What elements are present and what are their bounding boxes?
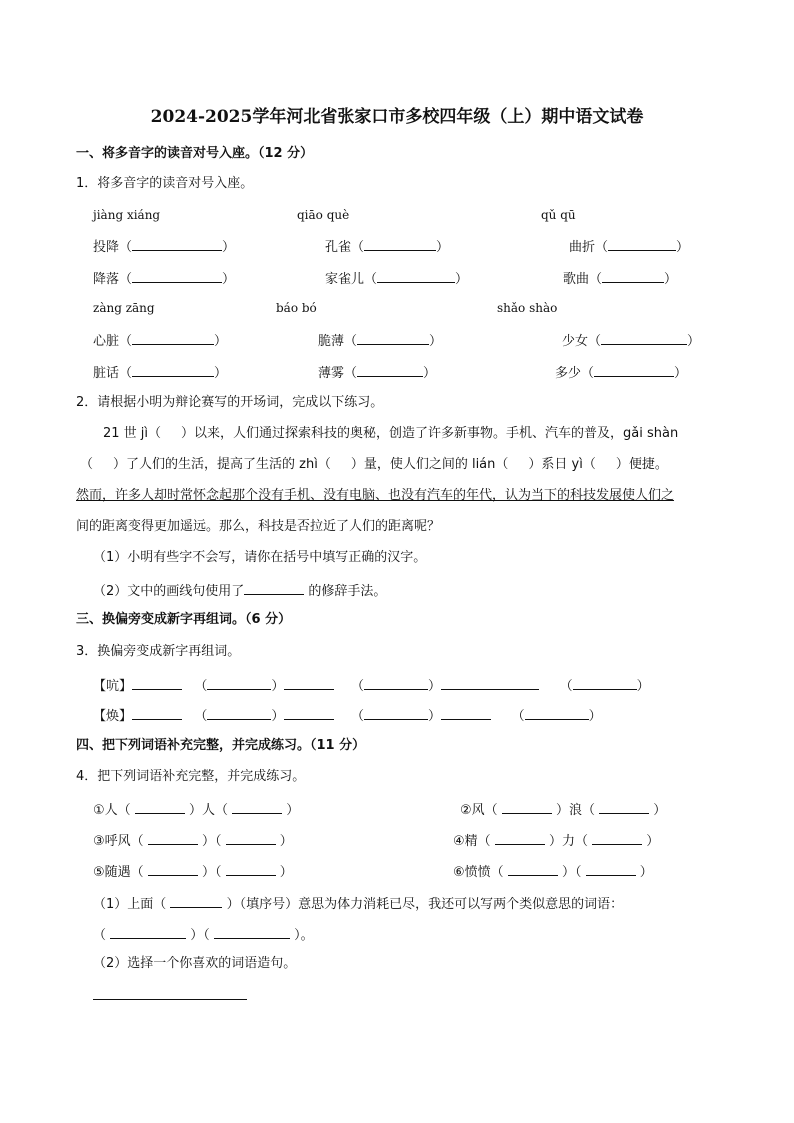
section-heading-3: 三、换偏旁变成新字再组词。（6 分） [76, 612, 292, 627]
question-1-prompt: 1．将多音字的读音对号入座。 [76, 176, 254, 191]
pinyin-label: qiāo què [297, 208, 350, 222]
idiom-item: ④精（ ）力（ ） [453, 830, 659, 851]
word-item: 心脏（ ） [93, 330, 227, 351]
pinyin-label: báo bó [276, 301, 317, 315]
passage-line: （ ）了人们的生活，提高了生活的 zhì（ ）量，使人们之间的 lián（ ）系日 yì（ ）便捷。 [80, 457, 668, 472]
section-heading-1: 一、将多音字的读音对号入座。（12 分） [76, 146, 314, 161]
sub-question: （1）上面（ ）（填序号）意思为体力消耗已尽，我还可以写两个类似意思的词语： [93, 893, 623, 914]
word-item: 孔雀（ ） [325, 236, 449, 257]
page-title: 2024-2025学年河北省张家口市多校四年级（上）期中语文试卷 [150, 107, 644, 127]
pinyin-label: zàng zāng [93, 301, 155, 315]
pinyin-label: qǔ qū [541, 208, 576, 222]
pinyin-label: jiàng xiáng [93, 208, 161, 222]
word-item: 脏话（ ） [93, 362, 227, 383]
sub-question: （2）选择一个你喜欢的词语造句。 [93, 956, 297, 971]
sub-question: （ ）（ ）。 [93, 924, 314, 945]
word-item: 薄雾（ ） [318, 362, 436, 383]
sub-question: （2）文中的画线句使用了 的修辞手法。 [93, 580, 386, 601]
idiom-item: ①人（ ）人（ ） [93, 799, 299, 820]
sub-question: （1）小明有些字不会写，请你在括号中填写正确的汉字。 [93, 550, 427, 565]
section-heading-4: 四、把下列词语补充完整，并完成练习。（11 分） [76, 738, 366, 753]
question-3-prompt: 3．换偏旁变成新字再组词。 [76, 644, 241, 659]
word-item: 降落（ ） [93, 268, 235, 289]
passage-line: 间的距离变得更加遥远。那么，科技是否拉近了人们的距离呢？ [76, 519, 441, 534]
word-item: 投降（ ） [93, 236, 235, 257]
idiom-item: ⑤随遇（ ）（ ） [93, 861, 293, 882]
question-4-prompt: 4．把下列词语补充完整，并完成练习。 [76, 769, 306, 784]
underlined-sentence: 然而，许多人却时常怀念起那个没有手机、没有电脑、也没有汽车的年代，认为当下的科技发展使人们之 [76, 488, 675, 503]
idiom-item: ③呼风（ ）（ ） [93, 830, 293, 851]
radical-row: 【焕】 （ ） （ ） （ ） [93, 705, 602, 726]
word-item: 脆薄（ ） [318, 330, 442, 351]
answer-line [93, 985, 247, 1006]
idiom-item: ⑥愤愤（ ）（ ） [453, 861, 653, 882]
idiom-item: ②风（ ）浪（ ） [460, 799, 666, 820]
word-item: 少女（ ） [562, 330, 700, 351]
question-2-prompt: 2．请根据小明为辩论赛写的开场词，完成以下练习。 [76, 395, 384, 410]
passage-line: 21 世 jì（ ）以来，人们通过探索科技的奥秘，创造了许多新事物。手机、汽车的普及，gǎi shàn [103, 426, 679, 441]
word-item: 歌曲（ ） [563, 268, 677, 289]
word-item: 家雀儿（ ） [325, 268, 468, 289]
word-item: 多少（ ） [555, 362, 687, 383]
radical-row: 【吭】 （ ） （ ） （ ） [93, 675, 650, 696]
pinyin-label: shǎo shào [497, 301, 558, 315]
word-item: 曲折（ ） [569, 236, 689, 257]
